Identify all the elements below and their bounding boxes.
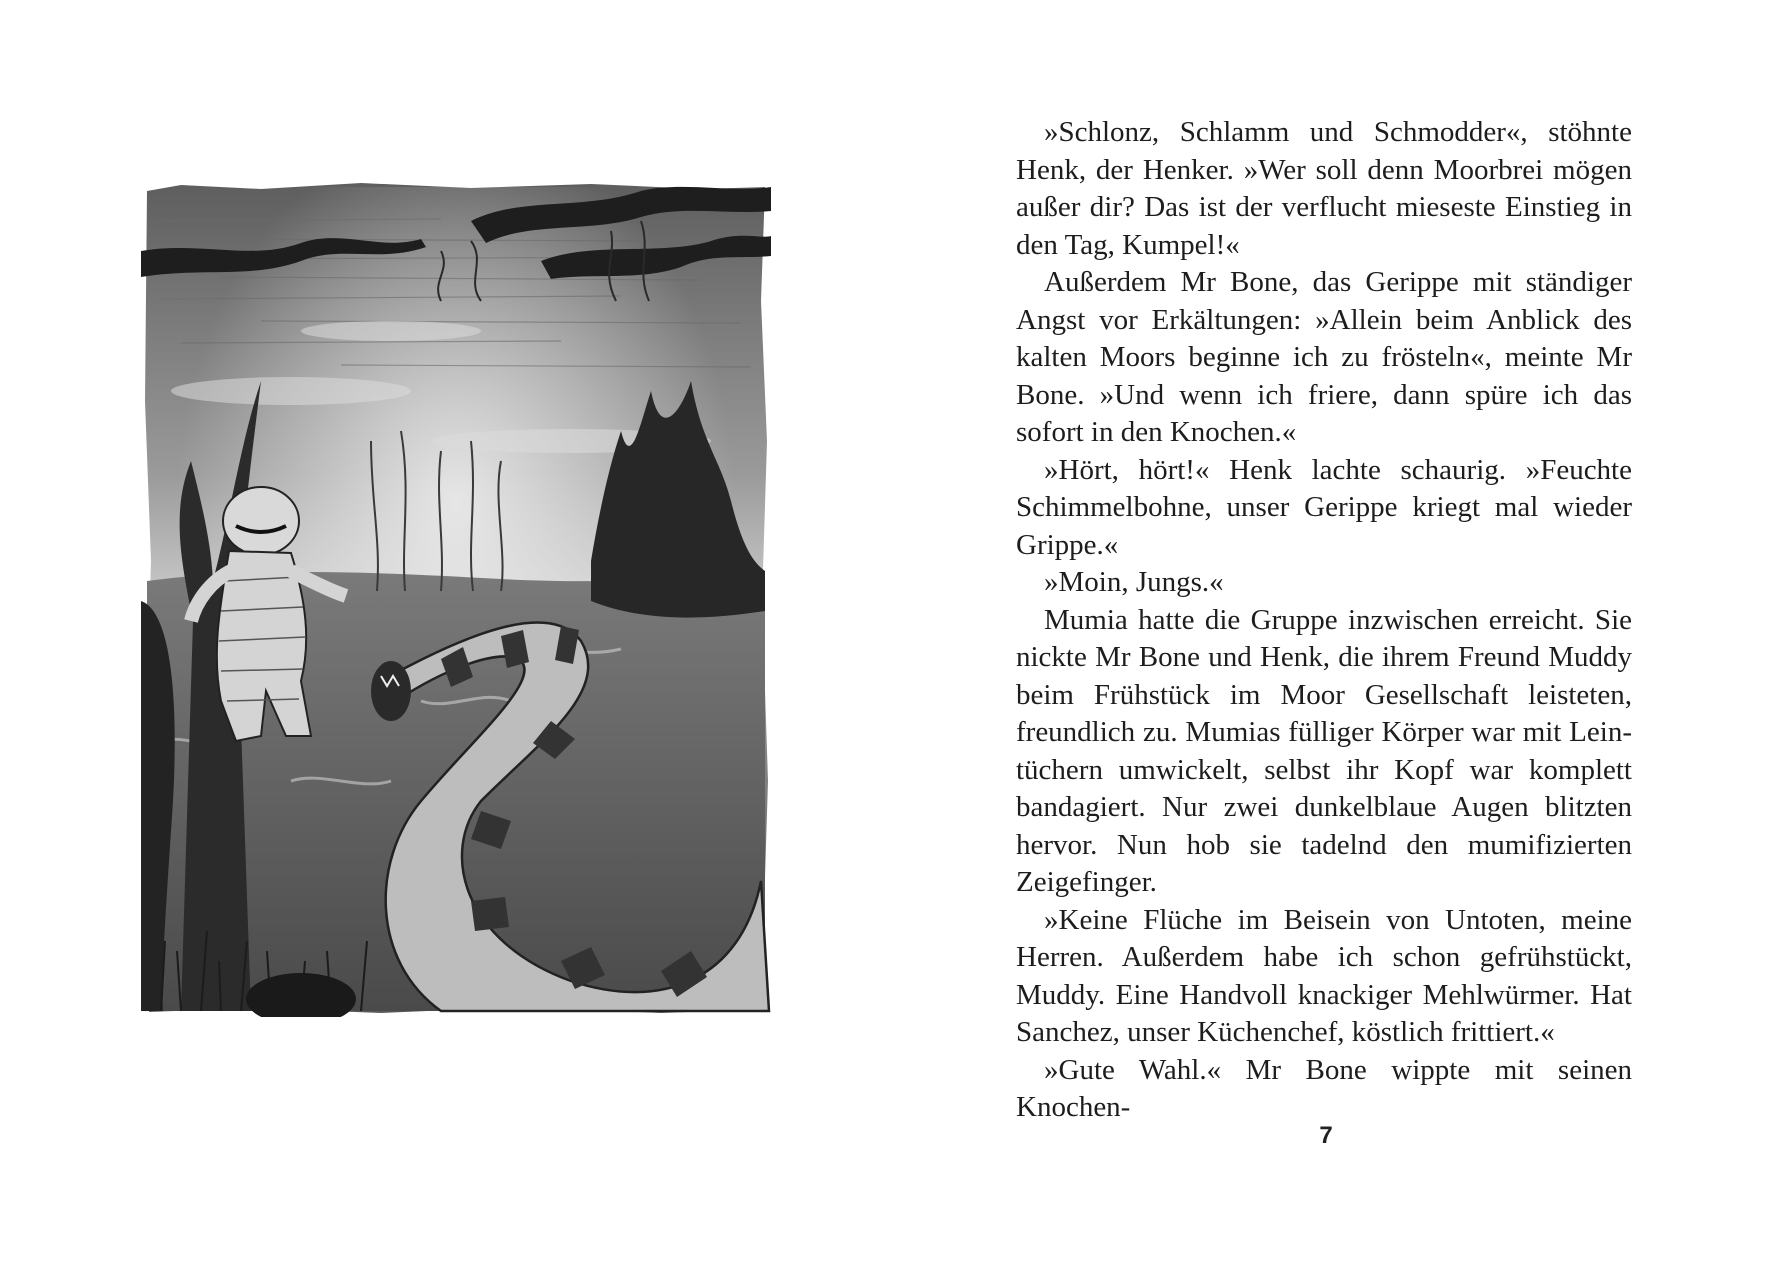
swamp-illustration (141, 181, 771, 1017)
paragraph: »Moin, Jungs.« (1044, 566, 1224, 598)
paragraph: Außerdem Mr Bone, das Gerippe mit ständiger Angst vor Erkältungen: »Allein beim Anblick des kalten Moors beginne ich zu frösteln«, meinte Mr Bone. »Und wenn ich friere, dann spüre ich das sofort in den Knochen.« (1016, 266, 1632, 448)
paragraph: »Gute Wahl.« Mr Bone wippte mit seinen Knochen- (1016, 1053, 1632, 1123)
page-text (1016, 114, 1632, 1127)
paragraph: »Schlonz, Schlamm und Schmodder«, stöhnte Henk, der Henker. »Wer soll denn Moorbrei mögen außer dir? Das ist der verflucht mieseste Einstieg in den Tag, Kumpel!« (1016, 116, 1632, 261)
paragraph: »Keine Flüche im Beisein von Untoten, meine Herren. Außerdem habe ich schon gefrühstückt, Muddy. Eine Handvoll knackiger Mehlwürmer. Hat Sanchez, unser Küchenchef, köstlich frittiert.« (1016, 903, 1632, 1048)
page-number: 7 (1319, 1122, 1333, 1149)
paragraph: Mumia hatte die Gruppe inzwischen erreicht. Sie nickte Mr Bone und Henk, die ihrem Freund Muddy beim Frühstück im Moor Gesellschaft leisteten, freundlich zu. Mumias fülliger Körper war mit Leintüchern umwickelt, selbst ihr Kopf war komplett bandagiert. Nur zwei dunkelblaue Augen blitzten hervor. Nun hob sie tadelnd den mumifizierten Zeigefinger. (1016, 603, 1632, 898)
paragraph: »Hört, hört!« Henk lachte schaurig. »Feuchte Schimmelbohne, unser Gerippe kriegt mal wieder Grippe.« (1016, 453, 1632, 561)
